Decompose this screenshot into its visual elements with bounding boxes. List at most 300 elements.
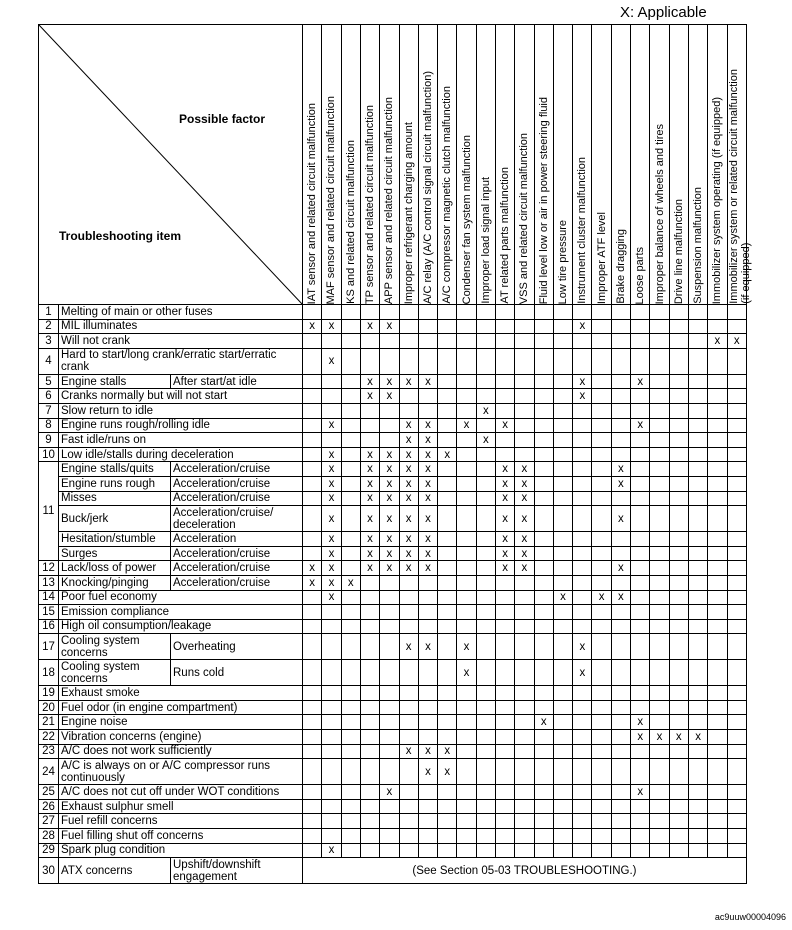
factor-label: Brake dragging	[614, 229, 627, 304]
mark-cell	[476, 348, 495, 374]
mark-cell: x	[399, 634, 418, 660]
mark-cell	[553, 348, 572, 374]
mark-cell	[476, 575, 495, 590]
row-number: 29	[39, 843, 59, 858]
mark-cell: x	[418, 476, 437, 491]
mark-cell	[399, 605, 418, 620]
item-cell: Vibration concerns (engine)	[59, 730, 303, 745]
mark-cell	[573, 744, 592, 759]
mark-cell	[669, 447, 688, 462]
mark-cell	[631, 506, 650, 532]
mark-cell	[573, 785, 592, 800]
factor-label: Suspension malfunction	[692, 187, 705, 304]
mark-cell	[708, 660, 727, 686]
mark-cell	[631, 348, 650, 374]
mark-cell	[727, 730, 746, 745]
mark-cell	[534, 619, 553, 634]
mark-cell	[708, 634, 727, 660]
mark-cell	[727, 305, 746, 320]
mark-cell	[631, 575, 650, 590]
mark-cell	[495, 447, 514, 462]
mark-cell	[631, 634, 650, 660]
mark-cell	[708, 418, 727, 433]
mark-cell	[418, 785, 437, 800]
mark-cell	[534, 700, 553, 715]
mark-cell: x	[418, 374, 437, 389]
mark-cell	[303, 700, 322, 715]
mark-cell	[611, 660, 630, 686]
mark-cell	[592, 319, 611, 334]
mark-cell	[573, 843, 592, 858]
mark-cell	[611, 785, 630, 800]
mark-cell	[650, 561, 669, 576]
mark-cell	[669, 506, 688, 532]
mark-cell	[457, 730, 476, 745]
mark-cell	[476, 561, 495, 576]
mark-cell	[669, 843, 688, 858]
mark-cell	[688, 605, 707, 620]
mark-cell: x	[495, 506, 514, 532]
mark-cell	[688, 590, 707, 605]
mark-cell: x	[611, 506, 630, 532]
mark-cell: x	[438, 447, 457, 462]
mark-cell	[669, 799, 688, 814]
mark-cell	[708, 561, 727, 576]
mark-cell	[457, 744, 476, 759]
mark-cell	[322, 660, 341, 686]
table-row	[39, 715, 747, 730]
mark-cell: x	[438, 744, 457, 759]
mark-cell: x	[495, 491, 514, 506]
mark-cell	[495, 334, 514, 349]
mark-cell	[515, 374, 534, 389]
mark-cell	[573, 686, 592, 701]
factor-header	[341, 25, 360, 305]
table-row	[39, 305, 747, 320]
mark-cell	[650, 700, 669, 715]
mark-cell	[573, 433, 592, 448]
mark-cell	[727, 575, 746, 590]
troubleshooting-table	[38, 24, 752, 884]
mark-cell	[573, 462, 592, 477]
mark-cell	[438, 546, 457, 561]
mark-cell	[688, 744, 707, 759]
table-row	[39, 660, 747, 686]
mark-cell: x	[515, 546, 534, 561]
mark-cell	[727, 462, 746, 477]
mark-cell: x	[322, 590, 341, 605]
mark-cell	[341, 634, 360, 660]
mark-cell	[592, 561, 611, 576]
mark-cell	[515, 605, 534, 620]
mark-cell	[341, 843, 360, 858]
mark-cell	[611, 433, 630, 448]
mark-cell	[669, 433, 688, 448]
mark-cell	[476, 634, 495, 660]
mark-cell	[303, 334, 322, 349]
mark-cell	[341, 619, 360, 634]
mark-cell	[399, 686, 418, 701]
mark-cell	[341, 744, 360, 759]
mark-cell	[457, 686, 476, 701]
mark-cell	[322, 686, 341, 701]
row-number: 8	[39, 418, 59, 433]
mark-cell	[592, 532, 611, 547]
mark-cell	[303, 462, 322, 477]
mark-cell	[380, 575, 399, 590]
mark-cell	[495, 389, 514, 404]
mark-cell	[515, 348, 534, 374]
mark-cell	[631, 546, 650, 561]
item-cell: Fuel filling shut off concerns	[59, 829, 303, 844]
item-cell: Engine stalls/quits	[59, 462, 171, 477]
mark-cell	[515, 799, 534, 814]
mark-cell	[650, 686, 669, 701]
mark-cell	[650, 829, 669, 844]
condition-cell: Acceleration/cruise	[171, 575, 303, 590]
mark-cell: x	[322, 462, 341, 477]
mark-cell	[727, 532, 746, 547]
mark-cell	[650, 759, 669, 785]
mark-cell	[457, 843, 476, 858]
mark-cell	[669, 403, 688, 418]
mark-cell	[669, 686, 688, 701]
mark-cell	[476, 759, 495, 785]
mark-cell	[515, 700, 534, 715]
mark-cell	[688, 700, 707, 715]
mark-cell	[341, 506, 360, 532]
mark-cell	[341, 476, 360, 491]
mark-cell	[631, 829, 650, 844]
table-row	[39, 686, 747, 701]
mark-cell: x	[322, 575, 341, 590]
mark-cell	[727, 491, 746, 506]
factor-header	[438, 25, 457, 305]
mark-cell	[418, 319, 437, 334]
mark-cell	[360, 334, 379, 349]
mark-cell	[553, 814, 572, 829]
mark-cell	[380, 759, 399, 785]
mark-cell	[341, 686, 360, 701]
mark-cell	[495, 319, 514, 334]
factor-label: Immobilizer system or related circuit malfunction	[727, 69, 740, 304]
mark-cell	[611, 814, 630, 829]
mark-cell: x	[476, 403, 495, 418]
mark-cell	[360, 730, 379, 745]
mark-cell	[476, 686, 495, 701]
mark-cell: x	[380, 389, 399, 404]
mark-cell	[650, 433, 669, 448]
item-cell: Slow return to idle	[59, 403, 303, 418]
mark-cell	[688, 634, 707, 660]
mark-cell	[708, 305, 727, 320]
mark-cell	[553, 799, 572, 814]
item-cell: Lack/loss of power	[59, 561, 171, 576]
mark-cell	[457, 532, 476, 547]
mark-cell: x	[573, 389, 592, 404]
table-row	[39, 700, 747, 715]
mark-cell	[438, 561, 457, 576]
mark-cell	[495, 829, 514, 844]
mark-cell	[727, 590, 746, 605]
mark-cell	[553, 491, 572, 506]
mark-cell	[553, 506, 572, 532]
mark-cell: x	[553, 590, 572, 605]
mark-cell	[669, 634, 688, 660]
mark-cell	[688, 389, 707, 404]
factor-header	[650, 25, 669, 305]
mark-cell	[515, 590, 534, 605]
mark-cell	[534, 799, 553, 814]
mark-cell	[650, 634, 669, 660]
mark-cell	[303, 619, 322, 634]
mark-cell	[688, 476, 707, 491]
mark-cell: x	[515, 476, 534, 491]
mark-cell	[438, 403, 457, 418]
mark-cell	[341, 785, 360, 800]
mark-cell	[476, 814, 495, 829]
mark-cell	[631, 491, 650, 506]
table-row	[39, 561, 747, 576]
item-cell: Melting of main or other fuses	[59, 305, 303, 320]
condition-cell: Runs cold	[171, 660, 303, 686]
mark-cell	[611, 715, 630, 730]
mark-cell	[399, 575, 418, 590]
row-number: 26	[39, 799, 59, 814]
item-cell: Cranks normally but will not start	[59, 389, 303, 404]
mark-cell	[399, 305, 418, 320]
mark-cell: x	[631, 715, 650, 730]
mark-cell	[611, 730, 630, 745]
mark-cell	[380, 403, 399, 418]
item-cell: Misses	[59, 491, 171, 506]
mark-cell	[399, 319, 418, 334]
mark-cell	[438, 829, 457, 844]
mark-cell	[553, 447, 572, 462]
mark-cell	[650, 619, 669, 634]
mark-cell	[708, 700, 727, 715]
factor-header	[727, 25, 752, 305]
mark-cell	[380, 660, 399, 686]
mark-cell	[650, 447, 669, 462]
mark-cell	[611, 447, 630, 462]
mark-cell	[727, 785, 746, 800]
mark-cell	[650, 319, 669, 334]
mark-cell	[360, 660, 379, 686]
mark-cell	[669, 829, 688, 844]
item-cell: Engine stalls	[59, 374, 171, 389]
mark-cell	[438, 462, 457, 477]
mark-cell	[476, 319, 495, 334]
mark-cell	[495, 374, 514, 389]
mark-cell	[669, 418, 688, 433]
mark-cell	[303, 447, 322, 462]
mark-cell	[360, 829, 379, 844]
mark-cell	[303, 634, 322, 660]
mark-cell	[495, 433, 514, 448]
mark-cell	[303, 843, 322, 858]
table-row	[39, 814, 747, 829]
mark-cell	[553, 433, 572, 448]
mark-cell: x	[341, 575, 360, 590]
mark-cell	[592, 619, 611, 634]
mark-cell	[592, 374, 611, 389]
mark-cell	[553, 575, 572, 590]
mark-cell	[631, 814, 650, 829]
mark-cell	[708, 447, 727, 462]
mark-cell	[631, 590, 650, 605]
mark-cell	[631, 686, 650, 701]
mark-cell	[573, 348, 592, 374]
factor-label: Instrument cluster malfunction	[576, 157, 589, 304]
mark-cell	[592, 700, 611, 715]
mark-cell	[303, 348, 322, 374]
mark-cell	[476, 532, 495, 547]
mark-cell	[553, 418, 572, 433]
mark-cell	[688, 785, 707, 800]
mark-cell	[534, 686, 553, 701]
mark-cell	[650, 374, 669, 389]
mark-cell	[553, 389, 572, 404]
mark-cell: x	[380, 491, 399, 506]
mark-cell	[457, 590, 476, 605]
mark-cell	[457, 575, 476, 590]
mark-cell	[438, 334, 457, 349]
mark-cell	[611, 686, 630, 701]
mark-cell	[380, 829, 399, 844]
mark-cell	[573, 590, 592, 605]
mark-cell	[669, 334, 688, 349]
mark-cell	[418, 605, 437, 620]
table-row	[39, 605, 747, 620]
mark-cell	[476, 389, 495, 404]
mark-cell	[399, 759, 418, 785]
mark-cell: x	[360, 476, 379, 491]
mark-cell	[534, 403, 553, 418]
mark-cell	[611, 575, 630, 590]
mark-cell	[573, 829, 592, 844]
mark-cell	[380, 418, 399, 433]
mark-cell	[534, 462, 553, 477]
mark-cell	[303, 730, 322, 745]
mark-cell	[592, 686, 611, 701]
mark-cell	[515, 334, 534, 349]
mark-cell	[611, 799, 630, 814]
mark-cell: x	[495, 476, 514, 491]
mark-cell	[418, 575, 437, 590]
factor-label: Improper load signal input	[479, 177, 492, 304]
mark-cell: x	[611, 462, 630, 477]
mark-cell	[341, 305, 360, 320]
mark-cell	[341, 447, 360, 462]
mark-cell	[322, 744, 341, 759]
mark-cell	[573, 799, 592, 814]
mark-cell	[688, 403, 707, 418]
factor-label: MAF sensor and related circuit malfunction	[325, 95, 338, 304]
mark-cell	[322, 403, 341, 418]
mark-cell	[322, 730, 341, 745]
mark-cell	[303, 506, 322, 532]
mark-cell: x	[380, 785, 399, 800]
mark-cell	[399, 785, 418, 800]
mark-cell	[553, 476, 572, 491]
mark-cell	[438, 843, 457, 858]
mark-cell	[688, 447, 707, 462]
mark-cell	[515, 619, 534, 634]
mark-cell	[669, 462, 688, 477]
mark-cell	[688, 348, 707, 374]
table-row	[39, 506, 747, 532]
mark-cell	[592, 605, 611, 620]
condition-cell: Acceleration	[171, 532, 303, 547]
mark-cell	[322, 759, 341, 785]
mark-cell	[592, 715, 611, 730]
factor-label: AT related parts malfunction	[499, 167, 512, 304]
factor-header	[360, 25, 379, 305]
mark-cell	[457, 715, 476, 730]
mark-cell	[631, 799, 650, 814]
mark-cell	[669, 619, 688, 634]
mark-cell	[399, 814, 418, 829]
mark-cell	[592, 759, 611, 785]
mark-cell	[669, 785, 688, 800]
mark-cell	[553, 319, 572, 334]
mark-cell	[592, 433, 611, 448]
mark-cell	[573, 814, 592, 829]
mark-cell	[669, 575, 688, 590]
mark-cell	[650, 334, 669, 349]
mark-cell	[341, 334, 360, 349]
mark-cell	[360, 759, 379, 785]
mark-cell: x	[399, 433, 418, 448]
mark-cell	[457, 348, 476, 374]
mark-cell	[650, 491, 669, 506]
mark-cell	[457, 700, 476, 715]
table-row	[39, 433, 747, 448]
factor-header	[708, 25, 727, 305]
mark-cell	[534, 389, 553, 404]
factor-header	[515, 25, 534, 305]
mark-cell	[727, 389, 746, 404]
mark-cell	[303, 305, 322, 320]
mark-cell	[457, 759, 476, 785]
mark-cell	[631, 447, 650, 462]
mark-cell	[611, 334, 630, 349]
table-row	[39, 374, 747, 389]
table-row	[39, 334, 747, 349]
mark-cell	[457, 433, 476, 448]
table-row	[39, 476, 747, 491]
mark-cell	[631, 462, 650, 477]
table-row	[39, 744, 747, 759]
mark-cell	[611, 744, 630, 759]
mark-cell	[650, 785, 669, 800]
mark-cell	[708, 799, 727, 814]
mark-cell	[380, 715, 399, 730]
mark-cell	[611, 605, 630, 620]
item-cell: Buck/jerk	[59, 506, 171, 532]
mark-cell	[669, 305, 688, 320]
mark-cell	[476, 730, 495, 745]
mark-cell	[708, 843, 727, 858]
mark-cell	[708, 462, 727, 477]
mark-cell	[573, 305, 592, 320]
factor-label: TP sensor and related circuit malfunction	[364, 104, 377, 304]
factor-label: APP sensor and related circuit malfunction	[383, 96, 396, 304]
item-cell: Engine runs rough/rolling idle	[59, 418, 303, 433]
factor-header	[418, 25, 437, 305]
mark-cell	[573, 334, 592, 349]
